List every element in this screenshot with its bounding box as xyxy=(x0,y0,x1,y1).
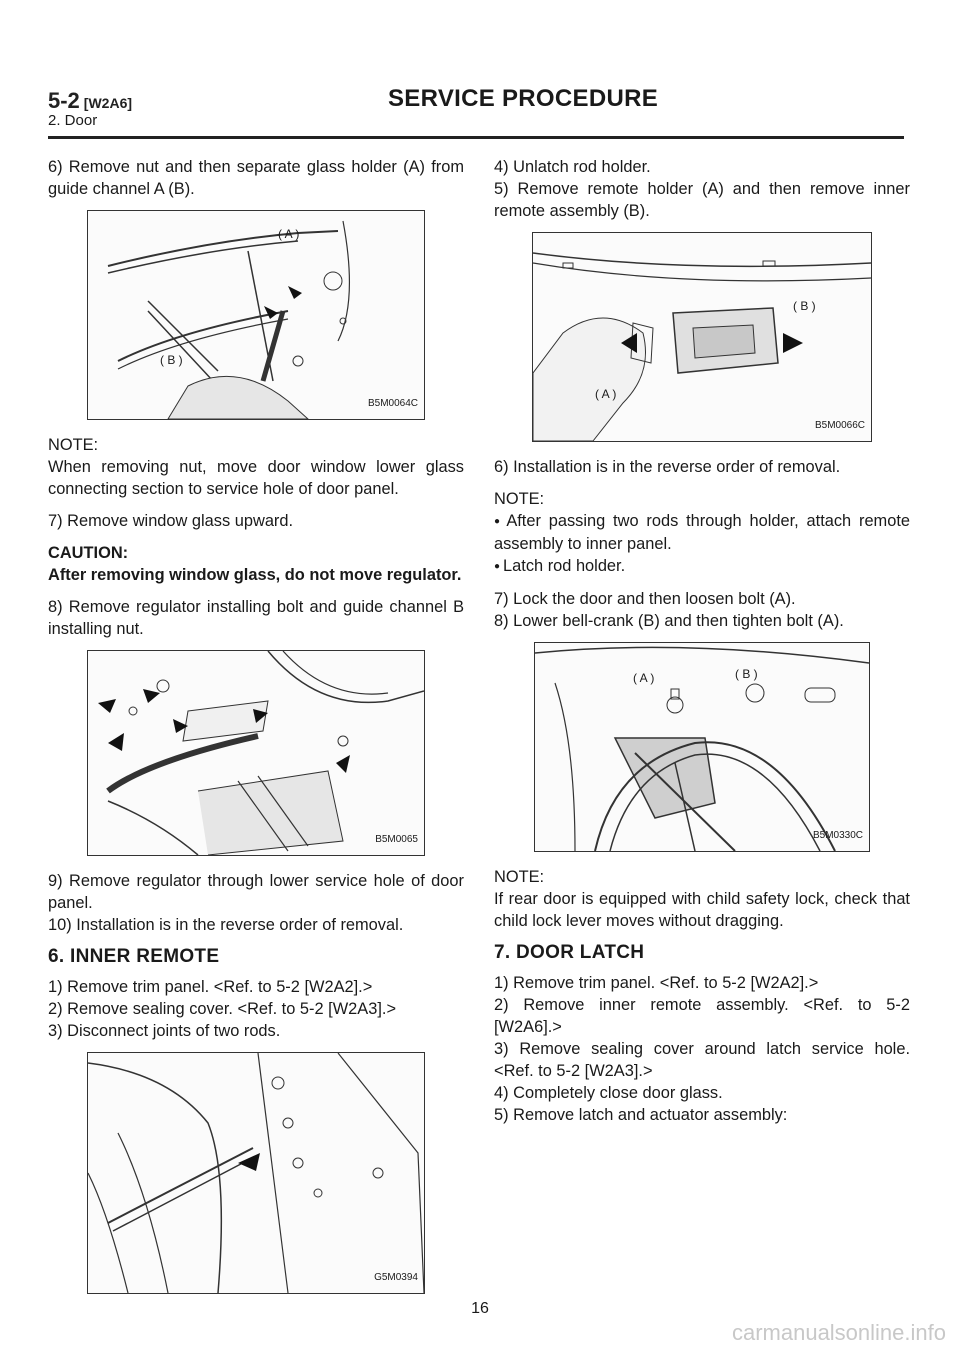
figure-id: B5M0065 xyxy=(375,834,418,845)
note-heading: NOTE: xyxy=(48,436,99,454)
step-7: 7) Remove window glass upward. xyxy=(48,512,294,530)
callout-a: ( A ) xyxy=(633,671,655,685)
page-header xyxy=(48,85,659,129)
callout-b: ( B ) xyxy=(793,299,816,313)
note-bullet: ● Latch rod holder. xyxy=(494,555,910,578)
section-heading-door-latch: 7. DOOR LATCH xyxy=(494,942,645,963)
figure-inner-remote xyxy=(532,232,872,442)
inner-remote-illustration xyxy=(533,233,871,441)
section-code: [W2A6] xyxy=(83,95,133,111)
header-rule xyxy=(48,136,904,139)
note-heading: NOTE: xyxy=(494,868,545,886)
right-column xyxy=(494,156,910,1136)
note-body: When removing nut, move door window lower glass connecting section to service hole of door panel. xyxy=(48,458,464,498)
step-6-5: 5) Remove remote holder (A) and then remove inner remote assembly (B). xyxy=(494,180,910,220)
callout-a: ( A ) xyxy=(595,387,617,401)
figure-id: G5M0394 xyxy=(374,1272,418,1283)
step-6-8: 8) Lower bell-crank (B) and then tighten bolt (A). xyxy=(494,612,844,630)
step-6-6: 6) Installation is in the reverse order of removal. xyxy=(494,458,841,476)
step-6: 6) Remove nut and then separate glass holder (A) from guide channel A (B). xyxy=(48,158,464,198)
callout-b: ( B ) xyxy=(160,353,183,367)
figure-regulator-bolts xyxy=(87,650,425,856)
figure-glass-holder xyxy=(87,210,425,420)
caution-heading: CAUTION: xyxy=(48,544,129,562)
note-body: If rear door is equipped with child safety lock, check that child lock lever moves without dragging. xyxy=(494,890,910,930)
rod-joints-illustration xyxy=(88,1053,424,1293)
left-column xyxy=(48,156,464,1308)
page-number: 16 xyxy=(471,1300,489,1317)
figure-bell-crank xyxy=(534,642,870,852)
step-6-7: 7) Lock the door and then loosen bolt (A). xyxy=(494,590,796,608)
step-9: 9) Remove regulator through lower service hole of door panel. xyxy=(48,872,464,912)
step-7-2: 2) Remove inner remote assembly. <Ref. to 5-2 [W2A6].> xyxy=(494,996,910,1036)
section-heading-inner-remote: 6. INNER REMOTE xyxy=(48,946,220,967)
page-title: SERVICE PROCEDURE xyxy=(388,85,659,112)
step-8: 8) Remove regulator installing bolt and guide channel B installing nut. xyxy=(48,598,464,638)
step-7-1: 1) Remove trim panel. <Ref. to 5-2 [W2A2].> xyxy=(494,974,819,992)
note-heading: NOTE: xyxy=(494,490,545,508)
step-7-4: 4) Completely close door glass. xyxy=(494,1084,723,1102)
step-6-3: 3) Disconnect joints of two rods. xyxy=(48,1022,281,1040)
step-10: 10) Installation is in the reverse order of removal. xyxy=(48,916,404,934)
step-7-3: 3) Remove sealing cover around latch service hole. <Ref. to 5-2 [W2A3].> xyxy=(494,1040,910,1080)
figure-id: B5M0066C xyxy=(814,420,865,431)
figure-id: B5M0064C xyxy=(367,398,418,409)
glass-holder-illustration xyxy=(88,211,424,419)
caution-body: After removing window glass, do not move regulator. xyxy=(48,566,462,584)
step-7-5: 5) Remove latch and actuator assembly: xyxy=(494,1106,788,1124)
page-subtitle: 2. Door xyxy=(48,112,98,129)
regulator-illustration xyxy=(88,651,424,855)
figure-rod-joints xyxy=(87,1052,425,1294)
footer-watermark: carmanualsonline.info xyxy=(731,1320,946,1345)
step-6-2: 2) Remove sealing cover. <Ref. to 5-2 [W2A3].> xyxy=(48,1000,397,1018)
section-number: 5-2 xyxy=(48,88,80,113)
bell-crank-illustration xyxy=(535,643,869,851)
step-6-1: 1) Remove trim panel. <Ref. to 5-2 [W2A2].> xyxy=(48,978,373,996)
callout-b: ( B ) xyxy=(735,667,758,681)
callout-a: ( A ) xyxy=(278,227,300,241)
note-bullet: ● After passing two rods through holder, attach remote assembly to inner panel. xyxy=(494,510,910,555)
step-6-4: 4) Unlatch rod holder. xyxy=(494,158,651,176)
figure-id: B5M0330C xyxy=(812,830,863,841)
